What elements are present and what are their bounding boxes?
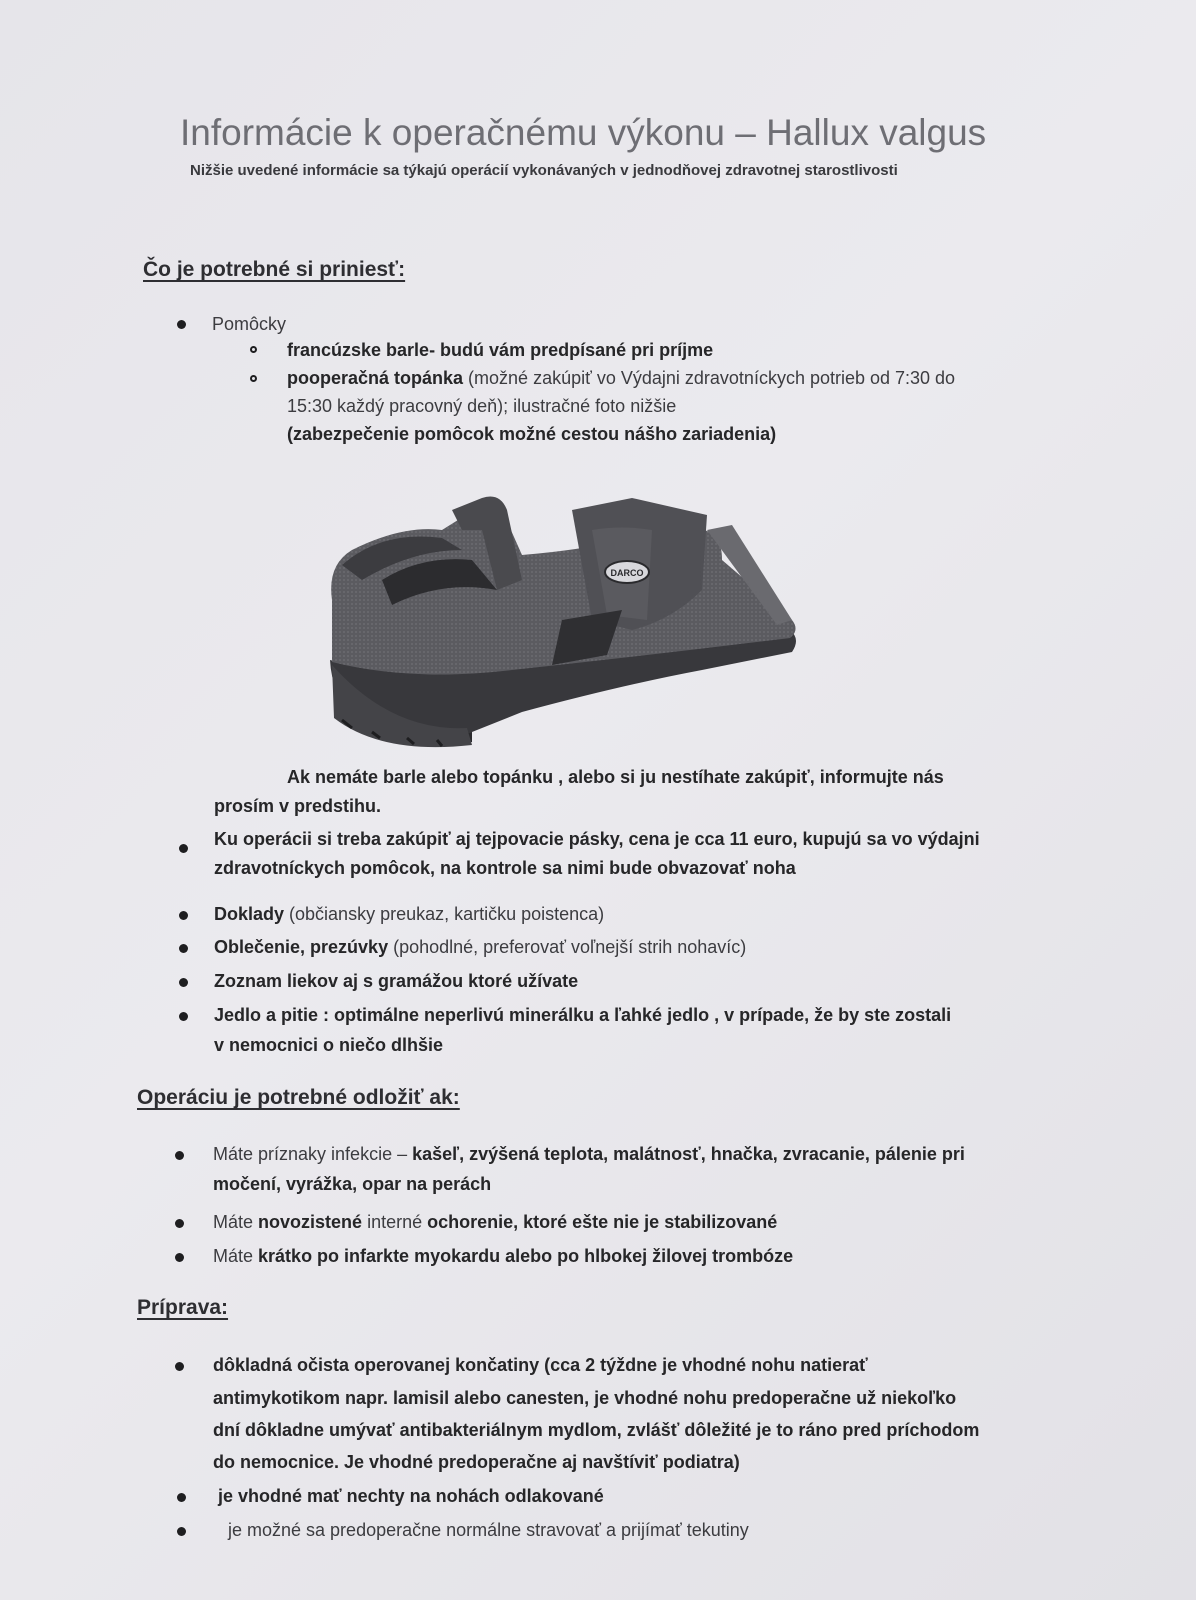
list-item-clothes	[214, 930, 746, 964]
text-part: interné	[362, 1212, 428, 1232]
list-item-food-line1: Jedlo a pitie : optimálne neperlivú minerálku a ľahké jedlo , v prípade, že by ste zostali	[214, 1005, 952, 1025]
list-item-infection-text: Máte príznaky infekcie –	[213, 1144, 413, 1164]
list-item-infection	[213, 1137, 965, 1171]
postoperative-shoe-image	[322, 470, 812, 770]
list-item-medication: Zoznam liekov aj s gramážou ktoré užívate	[214, 971, 579, 991]
list-item-pomocky: Pomôcky	[212, 314, 287, 334]
list-item-clothes-bold: Oblečenie, prezúvky	[214, 937, 389, 957]
list-item-hygiene-line2: antimykotikom napr. lamisil alebo canesten, je vhodné nohu predoperačne už niekoľko	[213, 1388, 957, 1408]
sub-item-crutches: francúzske barle- budú vám predpísané pri príjme	[287, 340, 714, 360]
bullet	[179, 978, 188, 987]
bullet	[179, 844, 188, 853]
sub-item-shoe-line3: (zabezpečenie pomôcok možné cestou nášho zariadenia)	[287, 424, 777, 444]
bullet	[175, 1253, 184, 1262]
section-heading-preparation: Príprava:	[137, 1296, 229, 1319]
bullet	[175, 1219, 184, 1228]
list-item-tape-line2: zdravotníckych pomôcok, na kontrole sa nimi bude obvazovať noha	[214, 858, 796, 878]
document-subtitle: Nižšie uvedené informácie sa týkajú operácií vykonávaných v jednodňovej zdravotnej starostlivosti	[190, 162, 898, 179]
list-item-food-intake: je možné sa predoperačne normálne stravovať a prijímať tekutiny	[228, 1520, 749, 1540]
sub-item-shoe-bold: pooperačná topánka	[287, 368, 464, 388]
list-item-infection-line2: močení, vyrážka, opar na perách	[213, 1174, 492, 1194]
list-item-clothes-text: (pohodlné, preferovať voľnejší strih nohavíc)	[388, 937, 747, 957]
list-item-documents-text: (občiansky preukaz, kartičku poistenca)	[284, 904, 605, 924]
list-item-hygiene-line4: do nemocnice. Je vhodné predoperačne aj navštíviť podiatra)	[213, 1452, 740, 1472]
list-item-infarction	[213, 1239, 793, 1273]
section-heading-what-to-bring: Čo je potrebné si priniesť:	[143, 258, 406, 281]
bullet	[179, 944, 188, 953]
list-item-infection-bold: kašeľ, zvýšená teplota, malátnosť, hnačka, zvracanie, pálenie pri	[412, 1144, 965, 1164]
note-line-2: prosím v predstihu.	[214, 796, 382, 816]
text-part: novozistené	[258, 1212, 363, 1232]
sub-item-shoe-text: (možné zakúpiť vo Výdajni zdravotníckych potrieb od 7:30 do	[463, 368, 956, 388]
list-item-nails: je vhodné mať nechty na nohách odlakované	[218, 1486, 604, 1506]
bullet	[179, 1012, 188, 1021]
text-part: Máte	[213, 1246, 259, 1266]
text-part: krátko po infarkte myokardu alebo po hlbokej žilovej trombóze	[258, 1246, 794, 1266]
list-item-tape-line1: Ku operácii si treba zakúpiť aj tejpovacie pásky, cena je cca 11 euro, kupujú sa vo výdajni	[214, 829, 980, 849]
list-item-food-line2: v nemocnici o niečo dlhšie	[214, 1035, 444, 1055]
sub-bullet	[250, 375, 257, 382]
list-item-documents-bold: Doklady	[214, 904, 285, 924]
bullet	[175, 1151, 184, 1160]
bullet	[175, 1362, 184, 1371]
sub-bullet	[250, 346, 257, 353]
bullet	[179, 911, 188, 920]
text-part: ochorenie, ktoré ešte nie je stabilizované	[427, 1212, 778, 1232]
note-line-1: Ak nemáte barle alebo topánku , alebo si ju nestíhate zakúpiť, informujte nás	[287, 767, 944, 787]
sub-item-shoe-line2: 15:30 každý pracovný deň); ilustračné foto nižšie	[287, 396, 677, 416]
list-item-new-illness	[213, 1205, 777, 1239]
list-item-hygiene-line1: dôkladná očista operovanej končatiny (cca 2 týždne je vhodné nohu natierať	[213, 1355, 868, 1375]
bullet	[177, 1493, 186, 1502]
text-part: Máte	[213, 1212, 259, 1232]
bullet	[177, 1527, 186, 1536]
bullet	[177, 320, 186, 329]
list-item-documents	[214, 897, 604, 931]
section-heading-postpone: Operáciu je potrebné odložiť ak:	[137, 1086, 460, 1109]
document-title: Informácie k operačnému výkonu – Hallux valgus	[180, 112, 987, 153]
shoe-brand-label: DARCO	[610, 568, 644, 578]
list-item-hygiene-line3: dní dôkladne umývať antibakteriálnym mydlom, zvlášť dôležité je to ráno pred príchodom	[213, 1420, 980, 1440]
